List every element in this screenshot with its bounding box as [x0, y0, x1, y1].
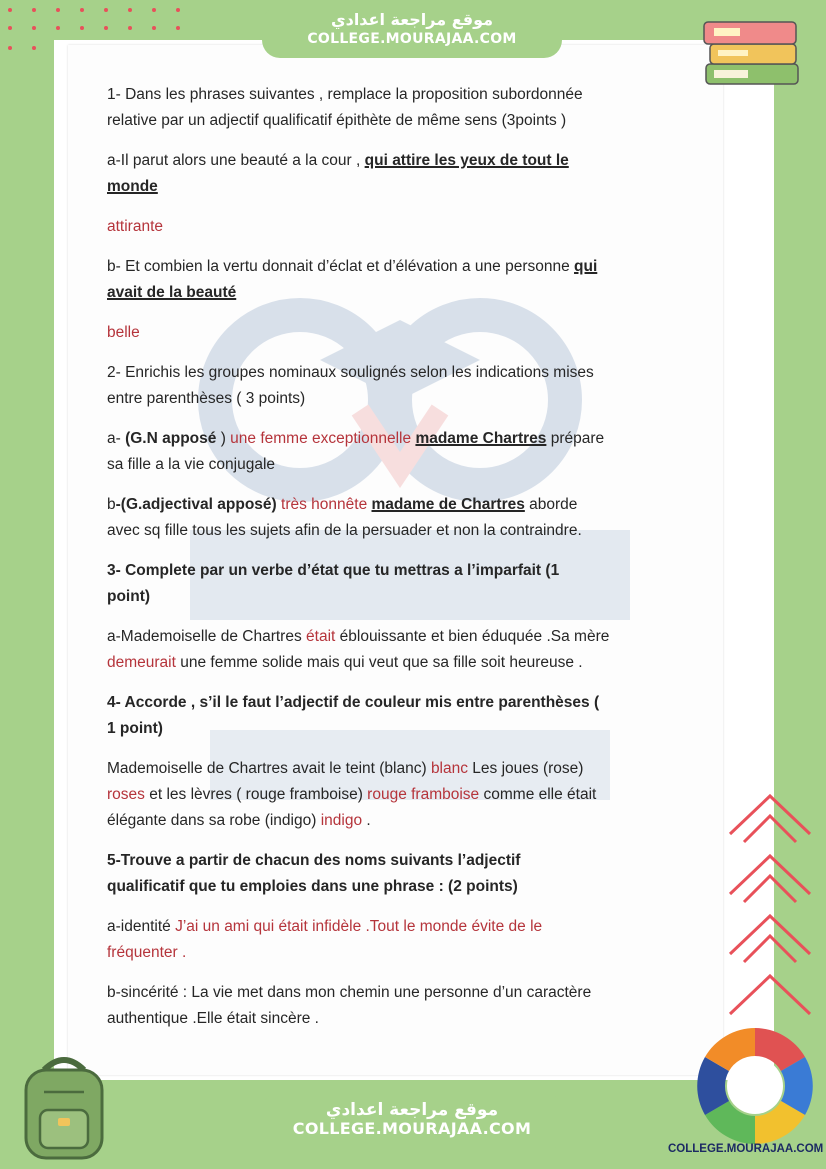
answer-1a: attirante [107, 218, 164, 235]
question-2b: b-(G.adjectival apposé) très honnête madame de Chartres aborde avec sq fille tous les sujets afin de la persuader et non la contraindre. [107, 496, 582, 539]
question-4-text: Mademoiselle de Chartres avait le teint (blanc) blanc Les joues (rose) roses et les lèvres ( rouge framboise) rouge framboise comme elle était élégante dans sa robe (indigo) indigo . [107, 760, 597, 829]
books-stack-icon [696, 10, 806, 96]
question-2-instruction: 2- Enrichis les groupes nominaux soulignés selon les indications mises entre parenthèses ( 3 points) [107, 364, 594, 407]
question-5a: a-identité J’ai un ami qui était infidèle .Tout le monde évite de le fréquenter . [107, 918, 543, 961]
question-3-title: 3- Complete par un verbe d’état que tu mettras a l’imparfait (1 point) [107, 562, 560, 605]
answer-4-color: indigo [320, 812, 363, 829]
underlined-relative-clause: qui [574, 258, 598, 275]
underlined-noun-group: madame de Chartres [371, 496, 525, 513]
underlined-relative-clause: qui attire les yeux de tout le [364, 152, 569, 169]
underlined-relative-clause: avait de la beauté [107, 284, 237, 301]
site-name-arabic: موقع مراجعة اعدادي [330, 10, 494, 29]
question-1b: b- Et combien la vertu donnait d’éclat et d’élévation a une personne qui avait de la beauté [107, 258, 598, 301]
answer-4-color: blanc [430, 760, 468, 777]
question-4 [107, 690, 687, 834]
question-1-instruction: 1- Dans les phrases suivantes , remplace la proposition subordonnée relative par un adjectif qualificatif épithète de même sens (3points ) [107, 86, 583, 129]
question-4-title: 4- Accorde , s’il le faut l’adjectif de couleur mis entre parenthèses ( 1 point) [107, 694, 600, 737]
question-5 [107, 848, 687, 1032]
site-url[interactable]: COLLEGE.MOURAJAA.COM [307, 31, 517, 47]
answer-2a: une femme exceptionnelle [230, 430, 412, 447]
question-1 [107, 82, 687, 346]
site-url[interactable]: COLLEGE.MOURAJAA.COM [292, 1119, 532, 1138]
site-footer-badge[interactable] [262, 1092, 562, 1152]
answer-4-color: roses [107, 786, 145, 803]
decorative-chevrons-icon [722, 790, 818, 1020]
backpack-icon [14, 1052, 114, 1164]
answer-3-verb: était [306, 628, 336, 645]
question-5b: b-sincérité : La vie met dans mon chemin une personne d’un caractère authentique .Elle était sincère . [107, 984, 592, 1027]
answer-5a: fréquenter . [107, 944, 187, 961]
underlined-noun-group: madame Chartres [415, 430, 547, 447]
question-3-text: a-Mademoiselle de Chartres était éblouissante et bien éduquée .Sa mère demeurait une femme solide mais qui veut que sa fille soit heureuse . [107, 628, 610, 671]
question-2a: a- (G.N apposé ) une femme exceptionnelle madame Chartres prépare sa fille a la vie conjugale [107, 430, 605, 473]
site-header-badge[interactable] [262, 6, 562, 58]
answer-3-verb: demeurait [107, 654, 176, 671]
exercise-content [107, 82, 687, 1032]
underlined-relative-clause: monde [107, 178, 158, 195]
answer-2b: très honnête [276, 496, 372, 513]
question-3 [107, 558, 687, 676]
answer-1b: belle [107, 324, 140, 341]
logo-caption: COLLEGE.MOURAJAA.COM [668, 1143, 824, 1155]
question-1a: a-Il parut alors une beauté a la cour , qui attire les yeux de tout le monde [107, 152, 569, 195]
question-5-title: 5-Trouve a partir de chacun des noms suivants l’adjectif qualificatif que tu emploies dans une phrase : (2 points) [107, 852, 521, 895]
answer-4-color: rouge framboise [367, 786, 480, 803]
site-name-arabic: موقع مراجعة اعدادي [325, 1100, 499, 1120]
answer-5a: J’ai un ami qui était infidèle .Tout le monde évite de le [175, 918, 543, 935]
question-2 [107, 360, 687, 544]
